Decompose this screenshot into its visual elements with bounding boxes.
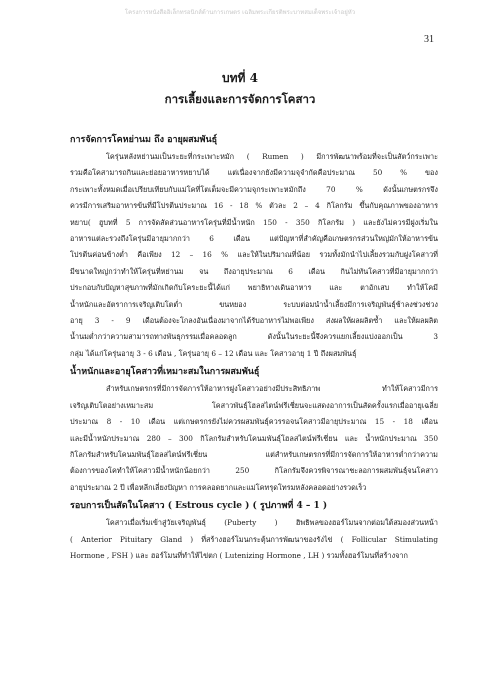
paragraph-line: ต้องการของโคทำให้โคสาวมีน้ำหนักน้อยกว่า 250 กิโลกรัมจึงควรพิจารณาชะลอการผสมพันธุ์จนโคสาว bbox=[70, 466, 438, 476]
paragraph-line: เจริญเติบโตอย่างเหมาะสม โคสาวพันธุ์โฮลสไตน์ฟรีเชี่ยนจะแสดงอาการเป็นสัดครั้งแรกเมื่ออายุเฉลี่ย bbox=[70, 400, 438, 410]
paragraph-line: โครุ่นหลังหย่านมเป็นระยะที่กระเพาะหมัก ( Rumen ) มีการพัฒนาพร้อมที่จะเป็นสัตว์กระเพาะ bbox=[106, 152, 438, 161]
paragraph-line: สำหรับเกษตรกรที่มีการจัดการให้อาหารฝูงโคสาวอย่างมีประสิทธิภาพ ทำให้โคสาวมีการ bbox=[106, 384, 438, 394]
paragraph-line: มีขนาดใหญ่กว่าทำให้โครุ่นที่หย่านม จน ถึงอายุประมาณ 6 เดือน กินไม่ทันโคสาวที่มีอายุมากกว่า bbox=[70, 266, 438, 276]
section-paragraph bbox=[70, 381, 438, 496]
section-heading: รอบการเป็นสัดในโคสาว ( Estrous cycle ) ( รูปภาพที่ 4 – 1 ) bbox=[70, 501, 328, 512]
chapter-title: บทที่ 4 bbox=[222, 71, 258, 85]
paragraph-line: น้ำนมต่ำกว่าความสามารถทางพันธุกรรมเมื่อคลอดลูก ดังนั้นในระยะนี้จึงควรแยกเลี้ยงแบ่งออกเป็น 3 bbox=[70, 332, 438, 342]
paragraph-line: รวมคือโคสามารถกินและย่อยอาหารหยาบได้ แต่เนื่องจากยังมีความจุจำกัดคือประมาณ 50 % ของ bbox=[70, 168, 438, 178]
paragraph-line: อายุ 3 - 9 เดือนต้องจะโกลงอันเนื่องมาจากได้รับอาหารไม่พอเพียง ส่งผลให้ผลผลิตซ้ำ และให้ผลผลิต bbox=[70, 316, 438, 326]
paragraph-line: กระเพาะทั้งหมดเมื่อเปรียบเทียบกับแม่โคที่โตเต็มจะมีความจุกระเพาะหมักถึง 70 % ดังนั้นเกษตรกรจึง bbox=[70, 184, 438, 194]
paragraph-line: อายุประมาณ 2 ปี เพื่อหลีกเลี่ยงปัญหา การคลอดยากและแม่โคทรุดโทรมหลังคลอดอย่างรวดเร็ว bbox=[70, 482, 367, 492]
section-heading: น้ำหนักและอายุโคสาวที่เหมาะสมในการผสมพันธุ์ bbox=[70, 367, 260, 378]
page-number: 31 bbox=[424, 34, 434, 45]
paragraph-line: Hormone , FSH ) และ ฮอร์โมนที่ทำให้ไข่ตก ( Lutenizing Hormone , LH ) รวมทั้งฮอร์โมนที่สร้างจาก bbox=[70, 550, 408, 560]
paragraph-line: น้ำหนักและอัตราการเจริญเติบโตต่ำ ขนหยอง ระบบต่อมนำน้ำเลี้ยงมีการเจริญพันธุ์ช้าลงช่วงช่วง bbox=[70, 299, 438, 309]
paragraph-line: และมีน้ำหนักประมาณ 280 – 300 กิโลกรัมสำหรับโคนมพันธุ์โฮลสไตน์ฟรีเชี่ยน และ น้ำหนักประมาณ 350 bbox=[70, 433, 438, 443]
paragraph-line: ประกอบกับปัญหาสุขภาพที่มักเกิดกับโคระยะนี้ได้แก่ พยาธิทางเดินอาหาร และ ตาอักเสบ ทำให้โคมี bbox=[70, 283, 438, 293]
chapter-subtitle: การเลี้ยงและการจัดการโคสาว bbox=[164, 92, 316, 106]
section-paragraph bbox=[70, 149, 438, 362]
paragraph-line: ประมาณ 8 - 10 เดือน แต่เกษตรกรยังไม่ควรผสมพันธุ์ควรรอจนโคสาวมีอายุประมาณ 15 - 18 เดือน bbox=[70, 417, 438, 427]
watermark-text: โครงการหนังสืออิเล็กทรอนิกส์ด้านการเกษตร เฉลิมพระเกียรติพระบาทสมเด็จพระเจ้าอยู่หัว bbox=[124, 9, 356, 16]
paragraph-line: โปรตีนค่อนข้างต่ำ คือเพียง 12 – 16 % และให้ในปริมาณที่น้อย รวมทั้งมักนำไปเลี้ยงรวมกับฝูงโคสาวที่ bbox=[70, 250, 438, 260]
paragraph-line: กลุ่ม ได้แก่โครุ่นอายุ 3 - 6 เดือน , โครุ่นอายุ 6 – 12 เดือน และ โคสาวอายุ 1 ปี ถึงผสมพันธุ์ bbox=[70, 348, 357, 358]
section-heading: การจัดการโคหย่านม ถึง อายุผสมพันธุ์ bbox=[70, 135, 218, 145]
paragraph-line: ( Anterior Pituitary Gland ) ที่สร้างฮอร์โมนกระตุ้นการพัฒนาของรังไข่ ( Follicular Stimulating bbox=[70, 534, 438, 544]
paragraph-line: หยาบ( ฮูบทที่ 5 การจัดสัดส่วนอาหารโครุ่นที่มีน้ำหนัก 150 - 350 กิโลกรัม ) และยังไม่ควรมีฝูงเริ่มใน bbox=[70, 217, 438, 227]
document-body bbox=[70, 130, 438, 564]
section-paragraph bbox=[70, 515, 438, 564]
paragraph-line: โคสาวเมื่อเริ่มเข้าสู่วัยเจริญพันธุ์ (Puberty ) ฮิพธิพลของฮอร์โมนจากต่อมใต้สมองส่วนหน้า bbox=[106, 518, 438, 528]
paragraph-line: อาหารแต่ละรวงถึงโครุ่นมีอายุมากกว่า 6 เดือน แต่ปัญหาที่สำคัญคือเกษตรกรส่วนใหญ่มักให้อาหารข้น bbox=[70, 234, 438, 244]
paragraph-line: ควรมีการเสริมอาหารข้นที่มีโปรตีนประมาณ 16 - 18 % ตัวละ 2 – 4 กิโลกรัม ขึ้นกับคุณภาพของอาหาร bbox=[70, 201, 438, 211]
paragraph-line: กิโลกรัมสำหรับโคนมพันธุ์โฮลสไตน์ฟรีเชี่ยน แต่สำหรับเกษตรกรที่มีการจัดการให้อาหารต่ำกว่าความ bbox=[70, 449, 438, 459]
